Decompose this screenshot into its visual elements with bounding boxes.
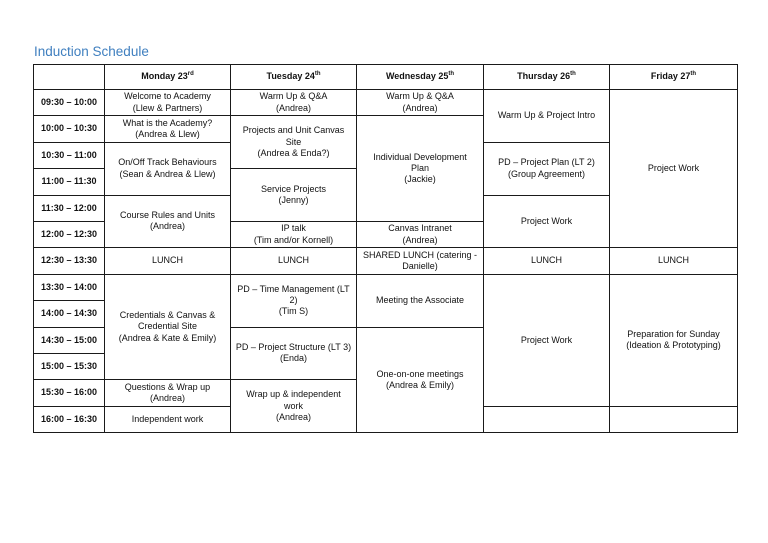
session-cell: Service Projects (Jenny) <box>231 169 357 222</box>
session-cell: Warm Up & Project Intro <box>484 90 610 143</box>
session-cell: PD – Time Management (LT 2) (Tim S) <box>231 274 357 327</box>
empty-cell <box>484 406 610 432</box>
lunch-cell: LUNCH <box>484 248 610 274</box>
session-cell: Project Work <box>610 90 738 248</box>
lunch-cell: LUNCH <box>231 248 357 274</box>
session-cell: Individual Development Plan (Jackie) <box>357 116 484 222</box>
session-cell: One-on-one meetings (Andrea & Emily) <box>357 327 484 433</box>
time-slot: 09:30 – 10:00 <box>34 90 105 116</box>
session-cell: Welcome to Academy (Llew & Partners) <box>105 90 231 116</box>
table-row <box>34 274 738 300</box>
session-cell: Project Work <box>484 195 610 248</box>
session-cell: Warm Up & Q&A (Andrea) <box>231 90 357 116</box>
table-row <box>34 90 738 116</box>
time-slot: 12:00 – 12:30 <box>34 221 105 247</box>
table-row <box>34 248 738 274</box>
day-header-friday: Friday 27th <box>610 65 738 90</box>
header-row <box>34 65 738 90</box>
time-slot: 16:00 – 16:30 <box>34 406 105 432</box>
session-cell: Meeting the Associate <box>357 274 484 327</box>
session-cell: PD – Project Structure (LT 3) (Enda) <box>231 327 357 380</box>
empty-cell <box>610 406 738 432</box>
session-cell: Projects and Unit Canvas Site (Andrea & Enda?) <box>231 116 357 169</box>
session-cell: Independent work <box>105 406 231 432</box>
day-header-wednesday: Wednesday 25th <box>357 65 484 90</box>
time-slot: 13:30 – 14:00 <box>34 274 105 300</box>
day-header-tuesday: Tuesday 24th <box>231 65 357 90</box>
session-cell: What is the Academy? (Andrea & Llew) <box>105 116 231 142</box>
time-slot: 15:30 – 16:00 <box>34 380 105 406</box>
session-cell: Preparation for Sunday (Ideation & Prototyping) <box>610 274 738 406</box>
time-slot: 12:30 – 13:30 <box>34 248 105 274</box>
session-cell: Project Work <box>484 274 610 406</box>
session-cell: Course Rules and Units (Andrea) <box>105 195 231 248</box>
document-title: Induction Schedule <box>34 44 149 59</box>
lunch-cell: LUNCH <box>105 248 231 274</box>
session-cell: On/Off Track Behaviours (Sean & Andrea & Llew) <box>105 142 231 195</box>
session-cell: Canvas Intranet (Andrea) <box>357 221 484 247</box>
session-cell: Credentials & Canvas & Credential Site (Andrea & Kate & Emily) <box>105 274 231 380</box>
session-cell: Wrap up & independent work (Andrea) <box>231 380 357 433</box>
session-cell: Warm Up & Q&A (Andrea) <box>357 90 484 116</box>
time-slot: 11:30 – 12:00 <box>34 195 105 221</box>
session-cell: PD – Project Plan (LT 2) (Group Agreement) <box>484 142 610 195</box>
lunch-cell: SHARED LUNCH (catering - Danielle) <box>357 248 484 274</box>
time-slot: 14:30 – 15:00 <box>34 327 105 353</box>
time-header <box>34 65 105 90</box>
day-header-monday: Monday 23rd <box>105 65 231 90</box>
day-header-thursday: Thursday 26th <box>484 65 610 90</box>
lunch-cell: LUNCH <box>610 248 738 274</box>
session-cell: IP talk (Tim and/or Kornell) <box>231 221 357 247</box>
session-cell: Questions & Wrap up (Andrea) <box>105 380 231 406</box>
time-slot: 15:00 – 15:30 <box>34 353 105 379</box>
time-slot: 10:30 – 11:00 <box>34 142 105 168</box>
time-slot: 10:00 – 10:30 <box>34 116 105 142</box>
time-slot: 14:00 – 14:30 <box>34 301 105 327</box>
time-slot: 11:00 – 11:30 <box>34 169 105 195</box>
induction-schedule-table <box>33 64 738 433</box>
